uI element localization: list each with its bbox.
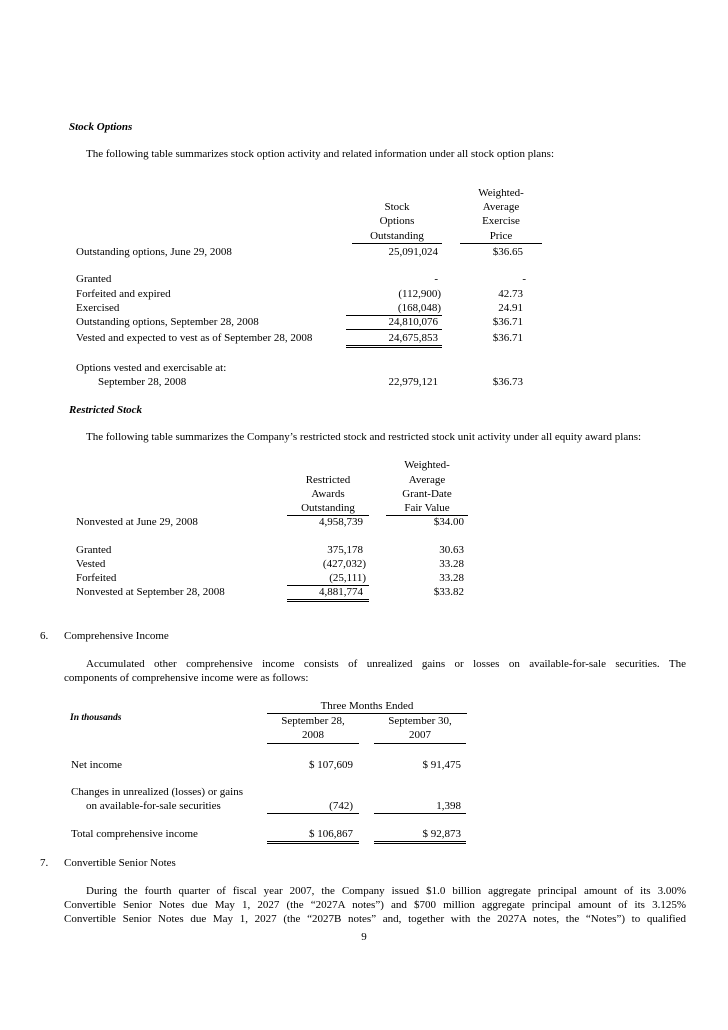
so-row-label: Vested and expected to vest as of September 28, 2008 [76, 332, 313, 344]
so-double-rule-top [346, 345, 442, 346]
ci-group-header-rule [267, 713, 467, 714]
rs-row-label: Granted [76, 544, 112, 556]
so-vested-value-price: $36.73 [492, 376, 523, 388]
rs-row-value-fair: $34.00 [433, 516, 464, 528]
so-col1-header-rule [352, 243, 442, 244]
rs-double-rule-top [287, 599, 369, 600]
rs-row-label: Vested [76, 558, 106, 570]
rs-row-label: Forfeited [76, 572, 117, 584]
ci-double-rule-bottom-2007 [374, 843, 466, 844]
rs-row-value-awards: 4,958,739 [319, 516, 363, 528]
so-row-value-price: 24.91 [498, 302, 523, 314]
ci-subtotal-rule-2007 [374, 813, 466, 814]
cn-paragraph-line-1: During the fourth quarter of fiscal year 2007, the Company issued $1.0 billion aggregate principal amount of its 3.00% [86, 885, 686, 897]
ci-paragraph-line-2: components of comprehensive income were as follows: [64, 672, 309, 684]
rs-col2-header-1: Weighted- [404, 459, 450, 471]
rs-row-value-awards: 375,178 [327, 544, 363, 556]
so-vested-value-options: 22,979,121 [388, 376, 438, 388]
so-row-value-price: 42.73 [498, 288, 523, 300]
rs-double-rule-bottom [287, 601, 369, 602]
ci-col1-header-2: 2008 [302, 729, 324, 741]
so-row-label: Outstanding options, September 28, 2008 [76, 316, 259, 328]
stock-options-heading: Stock Options [69, 121, 133, 133]
rs-row-value-fair: 30.63 [439, 544, 464, 556]
so-col2-header-1: Weighted- [478, 187, 524, 199]
so-total-rule [346, 329, 442, 330]
ci-row-value-2007: $ 91,475 [422, 759, 461, 771]
ci-row-value-2008: $ 106,867 [309, 828, 353, 840]
so-vested-label-1: Options vested and exercisable at: [76, 362, 227, 374]
so-row-value-price: $36.65 [492, 246, 523, 258]
ci-group-header: Three Months Ended [320, 700, 414, 712]
ci-col2-header-2: 2007 [409, 729, 431, 741]
ci-col2-header-1: September 30, [388, 715, 452, 727]
rs-row-label: Nonvested at September 28, 2008 [76, 586, 225, 598]
ci-row-label: Net income [71, 759, 123, 771]
section-number: 6. [40, 630, 49, 642]
ci-col2-header-rule [374, 743, 466, 744]
so-row-label: Outstanding options, June 29, 2008 [76, 246, 232, 258]
ci-paragraph-line-1: Accumulated other comprehensive income consists of unrealized gains or losses on available-for-sale securities. The [86, 658, 686, 670]
ci-col1-header-rule [267, 743, 359, 744]
restricted-stock-intro: The following table summarizes the Company’s restricted stock and restricted stock unit activity under all equity award plans: [86, 431, 642, 443]
rs-row-value-fair: 33.28 [439, 558, 464, 570]
rs-row-value-fair: $33.82 [433, 586, 464, 598]
rs-col2-header-3: Grant-Date [402, 488, 452, 500]
so-row-value-options: 25,091,024 [388, 246, 438, 258]
ci-row-value-2008: $ 107,609 [309, 759, 353, 771]
so-col1-header-3: Outstanding [370, 230, 424, 242]
so-col1-header-1: Stock [384, 201, 410, 213]
so-col2-header-2: Average [482, 201, 520, 213]
so-vested-label-2: September 28, 2008 [98, 376, 187, 388]
restricted-stock-heading: Restricted Stock [69, 404, 143, 416]
so-row-label: Granted [76, 273, 112, 285]
rs-row-value-awards: 4,881,774 [319, 586, 363, 598]
rs-row-value-awards: (25,111) [329, 572, 366, 584]
ci-subtotal-rule-2008 [267, 813, 359, 814]
cn-paragraph-line-3: Convertible Senior Notes due May 1, 2027 (the “2027B notes” and, together with the 2027A notes, the “Notes”) to qualified [64, 913, 686, 925]
ci-col1-header-1: September 28, [281, 715, 345, 727]
so-row-value-options: 24,675,853 [388, 332, 438, 344]
ci-row-value-2007: $ 92,873 [422, 828, 461, 840]
rs-col1-header-3: Outstanding [301, 502, 355, 514]
so-row-value-options: 24,810,076 [388, 316, 438, 328]
rs-col2-header-4: Fair Value [404, 502, 450, 514]
ci-row-label-line-2: on available-for-sale securities [86, 800, 221, 812]
stock-options-intro: The following table summarizes stock option activity and related information under all stock option plans: [86, 148, 554, 160]
ci-row-value-2007: 1,398 [436, 800, 461, 812]
ci-row-label-line-1: Changes in unrealized (losses) or gains [71, 786, 243, 798]
rs-row-value-fair: 33.28 [439, 572, 464, 584]
ci-double-rule-bottom-2008 [267, 843, 359, 844]
so-row-label: Forfeited and expired [76, 288, 171, 300]
ci-row-value-2008: (742) [329, 800, 353, 812]
rs-row-value-awards: (427,032) [322, 558, 366, 570]
so-col1-header-2: Options [379, 215, 415, 227]
so-row-value-options: - [434, 273, 438, 285]
ci-double-rule-top-2008 [267, 841, 359, 842]
so-row-label: Exercised [76, 302, 120, 314]
so-col2-header-rule [460, 243, 542, 244]
so-row-value-price: - [522, 273, 526, 285]
cn-paragraph-line-2: Convertible Senior Notes due May 1, 2027 (the “2027A notes”) and $700 million aggregate principal amount of its 3.125% [64, 899, 686, 911]
ci-double-rule-top-2007 [374, 841, 466, 842]
so-col2-header-4: Price [489, 230, 513, 242]
so-double-rule-bottom [346, 347, 442, 348]
convertible-notes-heading: Convertible Senior Notes [64, 857, 176, 869]
rs-row-label: Nonvested at June 29, 2008 [76, 516, 198, 528]
page-number: 9 [361, 931, 367, 943]
so-row-value-options: (112,900) [398, 288, 441, 300]
rs-col2-header-2: Average [408, 474, 446, 486]
ci-row-label: Total comprehensive income [71, 828, 198, 840]
so-row-value-price: $36.71 [492, 316, 523, 328]
section-number: 7. [40, 857, 49, 869]
comprehensive-income-heading: Comprehensive Income [64, 630, 169, 642]
rs-col1-header-1: Restricted [305, 474, 351, 486]
so-col2-header-3: Exercise [482, 215, 520, 227]
ci-units-label: In thousands [70, 713, 122, 723]
so-row-value-options: (168,048) [397, 302, 441, 314]
rs-col1-header-2: Awards [311, 488, 345, 500]
so-row-value-price: $36.71 [492, 332, 523, 344]
